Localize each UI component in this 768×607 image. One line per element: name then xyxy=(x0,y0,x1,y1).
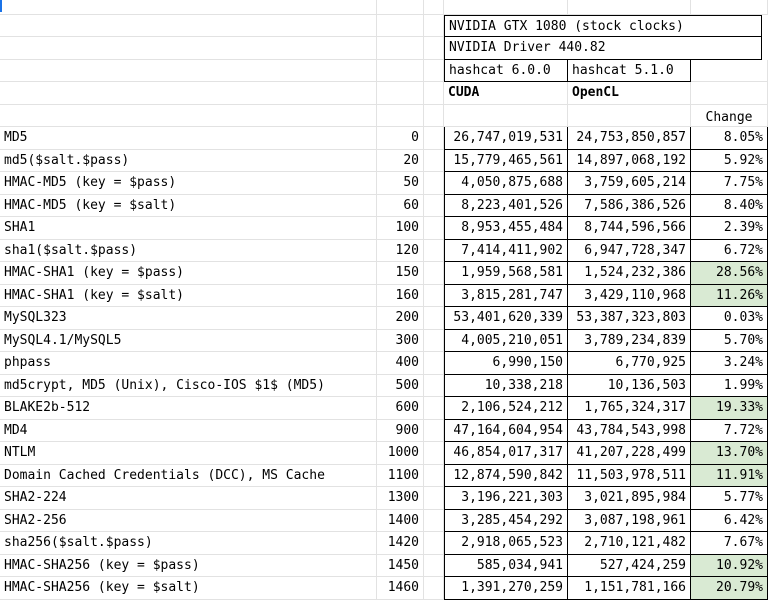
hash-mode-cell[interactable]: 0 xyxy=(377,127,424,150)
hash-name-cell[interactable]: MD4 xyxy=(0,420,377,443)
cell[interactable] xyxy=(377,37,424,60)
opencl-speed-cell[interactable]: 1,524,232,386 xyxy=(568,262,691,285)
cell[interactable] xyxy=(424,82,444,105)
backend-b-cell[interactable]: OpenCL xyxy=(568,82,691,105)
hash-mode-cell[interactable]: 50 xyxy=(377,172,424,195)
hash-mode-cell[interactable]: 120 xyxy=(377,240,424,263)
cell[interactable] xyxy=(424,172,444,195)
cell[interactable] xyxy=(377,15,424,38)
change-cell[interactable]: 5.77% xyxy=(691,487,768,510)
hash-mode-cell[interactable]: 900 xyxy=(377,420,424,443)
cell[interactable] xyxy=(377,0,424,15)
hash-name-cell[interactable]: HMAC-MD5 (key = $salt) xyxy=(0,195,377,218)
opencl-speed-cell[interactable]: 3,021,895,984 xyxy=(568,487,691,510)
cell[interactable] xyxy=(377,60,424,83)
cuda-speed-cell[interactable]: 1,959,568,581 xyxy=(444,262,568,285)
hash-name-cell[interactable]: MySQL323 xyxy=(0,307,377,330)
cell-cursor xyxy=(0,0,2,12)
opencl-speed-cell[interactable]: 1,765,324,317 xyxy=(568,397,691,420)
cell[interactable] xyxy=(0,82,377,105)
hash-name-cell[interactable]: HMAC-SHA1 (key = $salt) xyxy=(0,285,377,308)
cuda-speed-cell[interactable]: 2,918,065,523 xyxy=(444,532,568,555)
cell[interactable] xyxy=(691,82,768,105)
hash-mode-cell[interactable]: 300 xyxy=(377,330,424,353)
cell[interactable] xyxy=(424,555,444,578)
change-cell[interactable]: 28.56% xyxy=(691,262,768,285)
hash-mode-cell[interactable]: 1450 xyxy=(377,555,424,578)
opencl-speed-cell[interactable]: 3,759,605,214 xyxy=(568,172,691,195)
cell[interactable] xyxy=(424,262,444,285)
cuda-speed-cell[interactable]: 10,338,218 xyxy=(444,375,568,398)
hash-mode-cell[interactable]: 1420 xyxy=(377,532,424,555)
cell[interactable] xyxy=(0,0,377,15)
hash-name-cell[interactable]: HMAC-SHA1 (key = $pass) xyxy=(0,262,377,285)
cell[interactable] xyxy=(424,307,444,330)
hash-mode-cell[interactable]: 60 xyxy=(377,195,424,218)
hash-name-cell[interactable]: MD5 xyxy=(0,127,377,150)
cell[interactable] xyxy=(424,195,444,218)
hash-name-cell[interactable]: HMAC-MD5 (key = $pass) xyxy=(0,172,377,195)
cell[interactable] xyxy=(0,105,377,128)
cell[interactable] xyxy=(691,60,768,83)
cuda-speed-cell[interactable]: 4,050,875,688 xyxy=(444,172,568,195)
hash-name-cell[interactable]: SHA1 xyxy=(0,217,377,240)
cell[interactable] xyxy=(424,375,444,398)
change-cell[interactable]: 10.92% xyxy=(691,555,768,578)
cell[interactable] xyxy=(0,60,377,83)
hash-name-cell[interactable]: md5crypt, MD5 (Unix), Cisco-IOS $1$ (MD5) xyxy=(0,375,377,398)
opencl-speed-cell[interactable]: 527,424,259 xyxy=(568,555,691,578)
cell[interactable] xyxy=(424,127,444,150)
cuda-speed-cell[interactable]: 3,815,281,747 xyxy=(444,285,568,308)
cuda-speed-cell[interactable]: 8,223,401,526 xyxy=(444,195,568,218)
change-cell[interactable]: 6.42% xyxy=(691,510,768,533)
change-cell[interactable]: 11.26% xyxy=(691,285,768,308)
hash-mode-cell[interactable]: 1100 xyxy=(377,465,424,488)
opencl-speed-cell[interactable]: 6,770,925 xyxy=(568,352,691,375)
gpu-header-cell[interactable]: NVIDIA GTX 1080 (stock clocks) xyxy=(444,15,762,38)
cuda-speed-cell[interactable]: 8,953,455,484 xyxy=(444,217,568,240)
hash-mode-cell[interactable]: 600 xyxy=(377,397,424,420)
cuda-speed-cell[interactable]: 3,196,221,303 xyxy=(444,487,568,510)
opencl-speed-cell[interactable]: 7,586,386,526 xyxy=(568,195,691,218)
cell[interactable] xyxy=(424,510,444,533)
opencl-speed-cell[interactable]: 8,744,596,566 xyxy=(568,217,691,240)
cell[interactable] xyxy=(424,150,444,173)
cuda-speed-cell[interactable]: 2,106,524,212 xyxy=(444,397,568,420)
cuda-speed-cell[interactable]: 46,854,017,317 xyxy=(444,442,568,465)
version-a-cell[interactable]: hashcat 6.0.0 xyxy=(444,60,568,83)
opencl-speed-cell[interactable]: 14,897,068,192 xyxy=(568,150,691,173)
opencl-speed-cell[interactable]: 6,947,728,347 xyxy=(568,240,691,263)
hash-name-cell[interactable]: HMAC-SHA256 (key = $pass) xyxy=(0,555,377,578)
hash-name-cell[interactable]: BLAKE2b-512 xyxy=(0,397,377,420)
cuda-speed-cell[interactable]: 12,874,590,842 xyxy=(444,465,568,488)
version-b-cell[interactable]: hashcat 5.1.0 xyxy=(568,60,691,83)
change-cell[interactable]: 6.72% xyxy=(691,240,768,263)
cuda-speed-cell[interactable]: 3,285,454,292 xyxy=(444,510,568,533)
hash-mode-cell[interactable]: 200 xyxy=(377,307,424,330)
hash-name-cell[interactable]: SHA2-256 xyxy=(0,510,377,533)
cell[interactable] xyxy=(424,217,444,240)
hash-name-cell[interactable]: HMAC-SHA256 (key = $salt) xyxy=(0,577,377,600)
hash-name-cell[interactable]: sha1($salt.$pass) xyxy=(0,240,377,263)
hash-mode-cell[interactable]: 400 xyxy=(377,352,424,375)
cell[interactable] xyxy=(0,37,377,60)
hash-name-cell[interactable]: MySQL4.1/MySQL5 xyxy=(0,330,377,353)
opencl-speed-cell[interactable]: 2,710,121,482 xyxy=(568,532,691,555)
hash-mode-cell[interactable]: 500 xyxy=(377,375,424,398)
opencl-speed-cell[interactable]: 10,136,503 xyxy=(568,375,691,398)
hash-name-cell[interactable]: SHA2-224 xyxy=(0,487,377,510)
cell[interactable] xyxy=(424,465,444,488)
cell[interactable] xyxy=(424,420,444,443)
cell[interactable] xyxy=(424,352,444,375)
cell[interactable] xyxy=(424,442,444,465)
change-cell[interactable]: 20.79% xyxy=(691,577,768,600)
cell[interactable] xyxy=(424,487,444,510)
hash-mode-cell[interactable]: 1400 xyxy=(377,510,424,533)
hash-mode-cell[interactable]: 1000 xyxy=(377,442,424,465)
opencl-speed-cell[interactable]: 53,387,323,803 xyxy=(568,307,691,330)
cell[interactable] xyxy=(424,37,444,60)
change-cell[interactable]: 11.91% xyxy=(691,465,768,488)
hash-name-cell[interactable]: NTLM xyxy=(0,442,377,465)
change-cell[interactable]: 7.67% xyxy=(691,532,768,555)
hash-name-cell[interactable]: md5($salt.$pass) xyxy=(0,150,377,173)
cell[interactable] xyxy=(424,60,444,83)
change-cell[interactable]: 2.39% xyxy=(691,217,768,240)
opencl-speed-cell[interactable]: 3,087,198,961 xyxy=(568,510,691,533)
opencl-speed-cell[interactable]: 24,753,850,857 xyxy=(568,127,691,150)
change-header-cell[interactable]: Change xyxy=(691,105,768,128)
hash-mode-cell[interactable]: 1460 xyxy=(377,577,424,600)
cuda-speed-cell[interactable]: 1,391,270,259 xyxy=(444,577,568,600)
change-cell[interactable]: 8.40% xyxy=(691,195,768,218)
hash-mode-cell[interactable]: 1300 xyxy=(377,487,424,510)
opencl-speed-cell[interactable]: 41,207,228,499 xyxy=(568,442,691,465)
cuda-speed-cell[interactable]: 7,414,411,902 xyxy=(444,240,568,263)
cuda-speed-cell[interactable]: 15,779,465,561 xyxy=(444,150,568,173)
cell[interactable] xyxy=(0,15,377,38)
cell[interactable] xyxy=(444,105,568,128)
hash-mode-cell[interactable]: 20 xyxy=(377,150,424,173)
change-cell[interactable]: 1.99% xyxy=(691,375,768,398)
cell[interactable] xyxy=(424,330,444,353)
change-cell[interactable]: 7.72% xyxy=(691,420,768,443)
hash-mode-cell[interactable]: 160 xyxy=(377,285,424,308)
cell[interactable] xyxy=(424,0,444,15)
cuda-speed-cell[interactable]: 47,164,604,954 xyxy=(444,420,568,443)
opencl-speed-cell[interactable]: 1,151,781,166 xyxy=(568,577,691,600)
change-cell[interactable]: 0.03% xyxy=(691,307,768,330)
opencl-speed-cell[interactable]: 11,503,978,511 xyxy=(568,465,691,488)
cell[interactable] xyxy=(568,105,691,128)
opencl-speed-cell[interactable]: 43,784,543,998 xyxy=(568,420,691,443)
hash-name-cell[interactable]: Domain Cached Credentials (DCC), MS Cache xyxy=(0,465,377,488)
cell[interactable] xyxy=(691,0,768,15)
cell[interactable] xyxy=(424,532,444,555)
cell[interactable] xyxy=(424,285,444,308)
hash-name-cell[interactable]: phpass xyxy=(0,352,377,375)
cuda-speed-cell[interactable]: 585,034,941 xyxy=(444,555,568,578)
opencl-speed-cell[interactable]: 3,789,234,839 xyxy=(568,330,691,353)
cell[interactable] xyxy=(424,15,444,38)
cuda-speed-cell[interactable]: 53,401,620,339 xyxy=(444,307,568,330)
cell[interactable] xyxy=(377,82,424,105)
opencl-speed-cell[interactable]: 3,429,110,968 xyxy=(568,285,691,308)
cell[interactable] xyxy=(424,105,444,128)
cell[interactable] xyxy=(568,0,691,15)
hash-mode-cell[interactable]: 100 xyxy=(377,217,424,240)
change-cell[interactable]: 5.70% xyxy=(691,330,768,353)
driver-header-cell[interactable]: NVIDIA Driver 440.82 xyxy=(444,37,762,60)
cell[interactable] xyxy=(424,397,444,420)
cell[interactable] xyxy=(424,577,444,600)
change-cell[interactable]: 7.75% xyxy=(691,172,768,195)
backend-a-cell[interactable]: CUDA xyxy=(444,82,568,105)
cell[interactable] xyxy=(377,105,424,128)
cuda-speed-cell[interactable]: 4,005,210,051 xyxy=(444,330,568,353)
change-cell[interactable]: 3.24% xyxy=(691,352,768,375)
cell[interactable] xyxy=(424,240,444,263)
change-cell[interactable]: 8.05% xyxy=(691,127,768,150)
cell[interactable] xyxy=(444,0,568,15)
change-cell[interactable]: 13.70% xyxy=(691,442,768,465)
hash-name-cell[interactable]: sha256($salt.$pass) xyxy=(0,532,377,555)
hash-mode-cell[interactable]: 150 xyxy=(377,262,424,285)
cuda-speed-cell[interactable]: 6,990,150 xyxy=(444,352,568,375)
change-cell[interactable]: 19.33% xyxy=(691,397,768,420)
change-cell[interactable]: 5.92% xyxy=(691,150,768,173)
cuda-speed-cell[interactable]: 26,747,019,531 xyxy=(444,127,568,150)
